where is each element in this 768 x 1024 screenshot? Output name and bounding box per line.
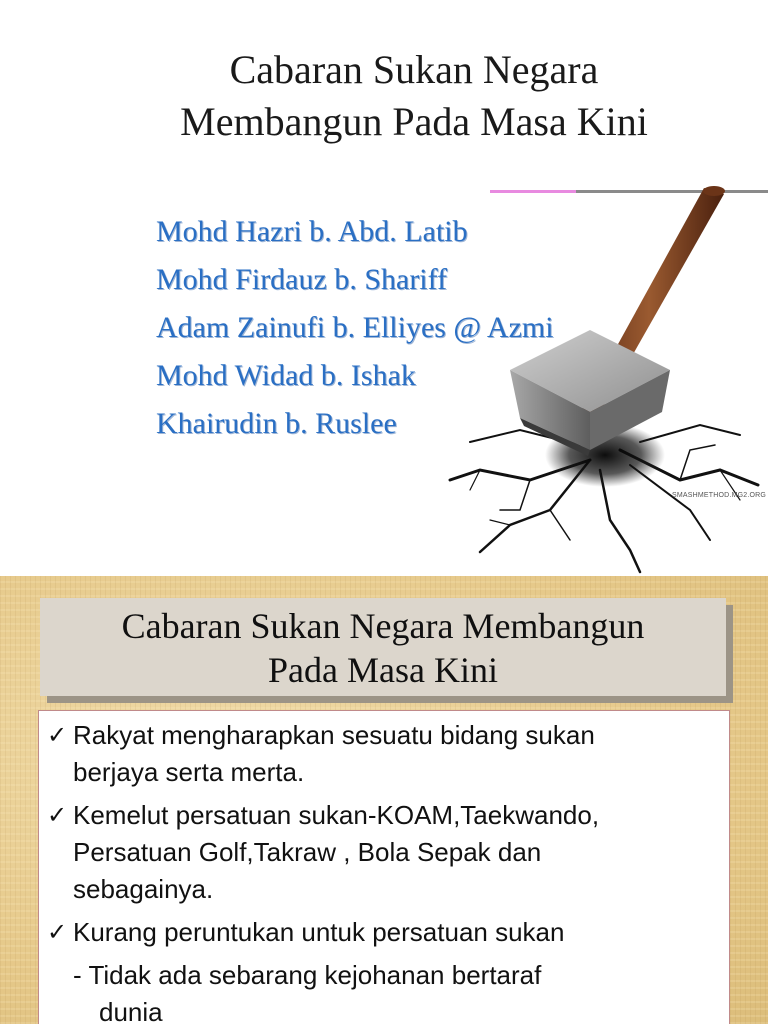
slide-title xyxy=(40,598,726,696)
sub-point-continued: dunia xyxy=(99,997,163,1024)
author-name: Mohd Widad b. Ishak xyxy=(156,359,416,392)
checkmark-icon: ✓ xyxy=(47,801,68,829)
list-item: ✓ Kemelut persatuan sukan-KOAM,Taekwando, Persatuan Golf,Takraw , Bola Sepak dan sebagainya. xyxy=(47,797,729,908)
list-item: ✓ Rakyat mengharapkan sesuatu bidang sukan berjaya serta merta. xyxy=(47,717,729,791)
author-list xyxy=(156,208,554,448)
list-item: ✓ Kurang peruntukan untuk persatuan sukan xyxy=(47,914,729,951)
author-name: Khairudin b. Ruslee xyxy=(156,407,397,440)
author-name: Mohd Firdauz b. Shariff xyxy=(156,263,448,296)
title-line-2: Membangun Pada Masa Kini xyxy=(180,99,648,144)
checkmark-icon: ✓ xyxy=(47,918,68,946)
author-name: Mohd Hazri b. Abd. Latib xyxy=(156,215,468,248)
content-slide xyxy=(0,576,768,1024)
title-line-1: Cabaran Sukan Negara Membangun xyxy=(121,606,645,646)
title-line-2: Pada Masa Kini xyxy=(268,650,498,690)
author-name: Adam Zainufi b. Elliyes @ Azmi xyxy=(156,311,554,344)
checkmark-icon: ✓ xyxy=(47,721,68,749)
sub-point: - Tidak ada sebarang kejohanan bertaraf xyxy=(73,960,542,990)
slide-title xyxy=(60,44,768,148)
title-line-1: Cabaran Sukan Negara xyxy=(229,47,599,92)
image-watermark: SMASHMETHOD.MG2.ORG xyxy=(672,492,767,499)
bullet-list xyxy=(38,710,730,1024)
